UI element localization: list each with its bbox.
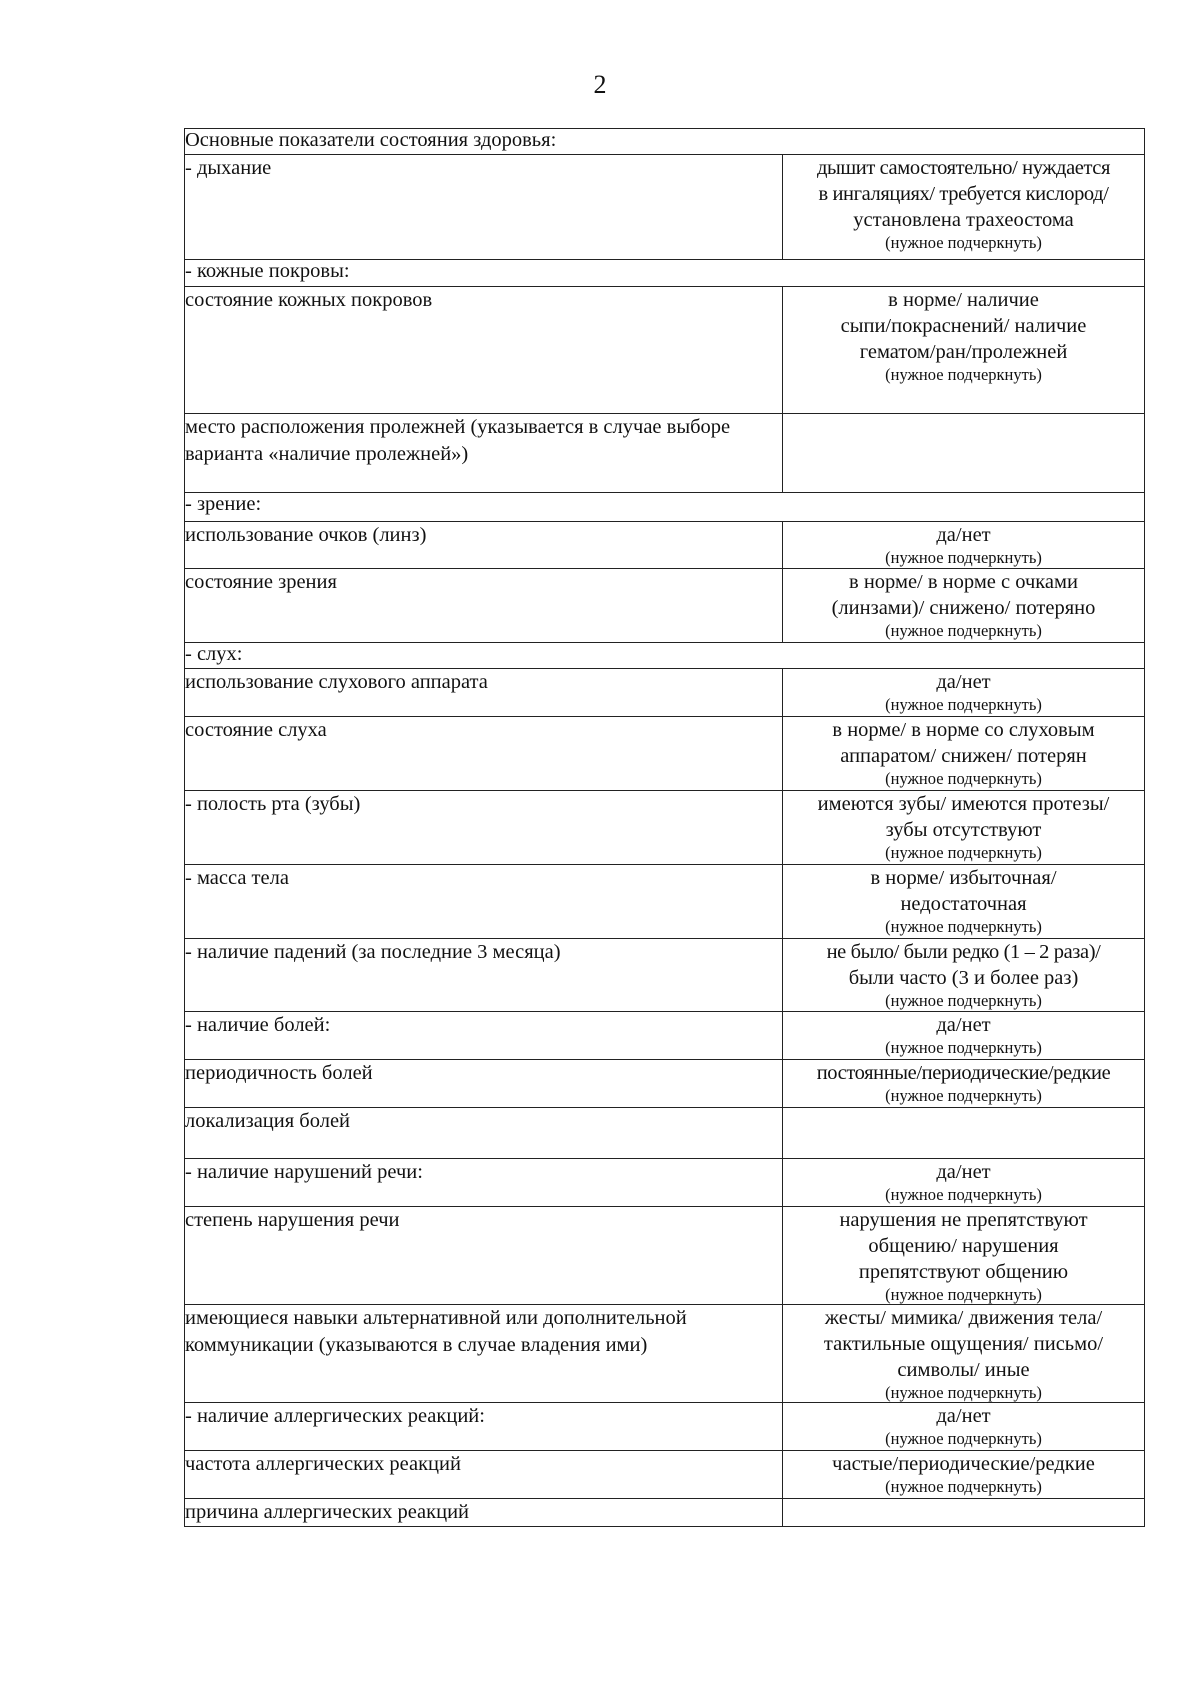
answer-option: установлена трахеостома bbox=[853, 209, 1074, 231]
section-header: - кожные покровы: bbox=[185, 260, 1145, 287]
question-label: имеющиеся навыки альтернативной или дополнительной коммуникации (указываются в случае владения ими) bbox=[185, 1305, 783, 1403]
question-label: состояние кожных покровов bbox=[185, 287, 783, 414]
answer-cell[interactable] bbox=[783, 569, 1145, 643]
question-label: состояние зрения bbox=[185, 569, 783, 643]
answer-option: да/нет bbox=[936, 1014, 991, 1036]
table-row bbox=[185, 791, 1145, 865]
answer-cell[interactable] bbox=[783, 287, 1145, 414]
question-label: частота аллергических реакций bbox=[185, 1451, 783, 1499]
answer-cell[interactable] bbox=[783, 1159, 1145, 1207]
answer-option: имеются зубы/ имеются протезы/ bbox=[817, 793, 1110, 815]
underline-hint: (нужное подчеркнуть) bbox=[885, 1285, 1042, 1304]
answer-option: (линзами)/ снижено/ потеряно bbox=[831, 597, 1096, 619]
underline-hint: (нужное подчеркнуть) bbox=[885, 365, 1042, 384]
table-body bbox=[185, 129, 1145, 1527]
table-row bbox=[185, 1451, 1145, 1499]
answer-cell[interactable] bbox=[783, 414, 1145, 493]
section-header: - зрение: bbox=[185, 493, 1145, 522]
answer-option: сыпи/покраснений/ наличие bbox=[840, 315, 1087, 337]
page-number: 2 bbox=[593, 70, 607, 99]
answer-cell[interactable] bbox=[783, 155, 1145, 260]
question-label: - масса тела bbox=[185, 865, 783, 939]
question-label: степень нарушения речи bbox=[185, 1207, 783, 1305]
underline-hint: (нужное подчеркнуть) bbox=[885, 843, 1042, 862]
question-label: использование очков (линз) bbox=[185, 522, 783, 569]
underline-hint: (нужное подчеркнуть) bbox=[885, 548, 1042, 567]
answer-cell[interactable] bbox=[783, 1108, 1145, 1159]
table-row bbox=[185, 1060, 1145, 1108]
table-row bbox=[185, 1207, 1145, 1305]
underline-hint: (нужное подчеркнуть) bbox=[885, 1477, 1042, 1496]
table-row bbox=[185, 155, 1145, 260]
table-row bbox=[185, 1403, 1145, 1451]
table-row bbox=[185, 287, 1145, 414]
section-header: Основные показатели состояния здоровья: bbox=[185, 129, 1145, 155]
answer-option: не было/ были редко (1 – 2 раза)/ bbox=[826, 941, 1101, 963]
table-row bbox=[185, 129, 1145, 155]
underline-hint: (нужное подчеркнуть) bbox=[885, 1383, 1042, 1402]
answer-cell[interactable] bbox=[783, 791, 1145, 865]
table-row bbox=[185, 414, 1145, 493]
answer-cell[interactable] bbox=[783, 1060, 1145, 1108]
underline-hint: (нужное подчеркнуть) bbox=[885, 769, 1042, 788]
table-row bbox=[185, 522, 1145, 569]
table-row bbox=[185, 1159, 1145, 1207]
answer-option: в норме/ наличие bbox=[888, 289, 1039, 311]
question-label: - наличие падений (за последние 3 месяца) bbox=[185, 939, 783, 1012]
table-row bbox=[185, 493, 1145, 522]
question-label: - наличие аллергических реакций: bbox=[185, 1403, 783, 1451]
table-row bbox=[185, 643, 1145, 669]
answer-option: частые/периодические/редкие bbox=[832, 1453, 1095, 1475]
answer-option: постоянные/периодические/редкие bbox=[816, 1062, 1111, 1084]
answer-cell[interactable] bbox=[783, 865, 1145, 939]
answer-cell[interactable] bbox=[783, 669, 1145, 717]
answer-option: препятствуют общению bbox=[858, 1261, 1069, 1283]
question-label: - наличие нарушений речи: bbox=[185, 1159, 783, 1207]
table-row bbox=[185, 1012, 1145, 1060]
question-label: причина аллергических реакций bbox=[185, 1499, 783, 1527]
table-row bbox=[185, 1499, 1145, 1527]
underline-hint: (нужное подчеркнуть) bbox=[885, 1185, 1042, 1204]
table-row bbox=[185, 1305, 1145, 1403]
answer-option: символы/ иные bbox=[897, 1359, 1030, 1381]
answer-option: в норме/ избыточная/ bbox=[870, 867, 1057, 889]
answer-option: да/нет bbox=[936, 524, 991, 546]
underline-hint: (нужное подчеркнуть) bbox=[885, 621, 1042, 640]
answer-option: в ингаляциях/ требуется кислород/ bbox=[818, 183, 1109, 205]
underline-hint: (нужное подчеркнуть) bbox=[885, 917, 1042, 936]
answer-option: недостаточная bbox=[900, 893, 1027, 915]
table-row bbox=[185, 717, 1145, 791]
answer-option: тактильные ощущения/ письмо/ bbox=[823, 1333, 1104, 1355]
table-row bbox=[185, 260, 1145, 287]
answer-option: гематом/ран/пролежней bbox=[859, 341, 1068, 363]
answer-option: аппаратом/ снижен/ потерян bbox=[840, 745, 1087, 767]
table-row bbox=[185, 1108, 1145, 1159]
table-row bbox=[185, 569, 1145, 643]
underline-hint: (нужное подчеркнуть) bbox=[885, 1429, 1042, 1448]
underline-hint: (нужное подчеркнуть) bbox=[885, 1086, 1042, 1105]
question-label: место расположения пролежней (указывается в случае выборе варианта «наличие пролежней») bbox=[185, 414, 783, 493]
underline-hint: (нужное подчеркнуть) bbox=[885, 233, 1042, 252]
answer-option: да/нет bbox=[936, 1161, 991, 1183]
answer-cell[interactable] bbox=[783, 1403, 1145, 1451]
question-label: - наличие болей: bbox=[185, 1012, 783, 1060]
answer-option: да/нет bbox=[936, 671, 991, 693]
answer-option: были часто (3 и более раз) bbox=[848, 967, 1079, 989]
answer-cell[interactable] bbox=[783, 1499, 1145, 1527]
answer-cell[interactable] bbox=[783, 1207, 1145, 1305]
answer-cell[interactable] bbox=[783, 1305, 1145, 1403]
table-row bbox=[185, 865, 1145, 939]
question-label: - полость рта (зубы) bbox=[185, 791, 783, 865]
answer-option: да/нет bbox=[936, 1405, 991, 1427]
answer-option: нарушения не препятствуют bbox=[839, 1209, 1088, 1231]
answer-option: зубы отсутствуют bbox=[885, 819, 1042, 841]
section-header: - слух: bbox=[185, 643, 1145, 669]
answer-cell[interactable] bbox=[783, 522, 1145, 569]
answer-cell[interactable] bbox=[783, 1451, 1145, 1499]
answer-option: дышит самостоятельно/ нуждается bbox=[816, 157, 1111, 179]
question-label: периодичность болей bbox=[185, 1060, 783, 1108]
question-label: использование слухового аппарата bbox=[185, 669, 783, 717]
answer-cell[interactable] bbox=[783, 939, 1145, 1012]
health-indicators-table bbox=[184, 128, 1145, 1527]
answer-option: в норме/ в норме со слуховым bbox=[832, 719, 1095, 741]
table-row bbox=[185, 669, 1145, 717]
answer-cell[interactable] bbox=[783, 1012, 1145, 1060]
answer-option: жесты/ мимика/ движения тела/ bbox=[824, 1307, 1103, 1329]
question-label: - дыхание bbox=[185, 155, 783, 260]
underline-hint: (нужное подчеркнуть) bbox=[885, 1038, 1042, 1057]
question-label: состояние слуха bbox=[185, 717, 783, 791]
underline-hint: (нужное подчеркнуть) bbox=[885, 991, 1042, 1010]
answer-cell[interactable] bbox=[783, 717, 1145, 791]
answer-option: в норме/ в норме с очками bbox=[849, 571, 1078, 593]
question-label: локализация болей bbox=[185, 1108, 783, 1159]
underline-hint: (нужное подчеркнуть) bbox=[885, 695, 1042, 714]
answer-option: общению/ нарушения bbox=[868, 1235, 1059, 1257]
table-row bbox=[185, 939, 1145, 1012]
